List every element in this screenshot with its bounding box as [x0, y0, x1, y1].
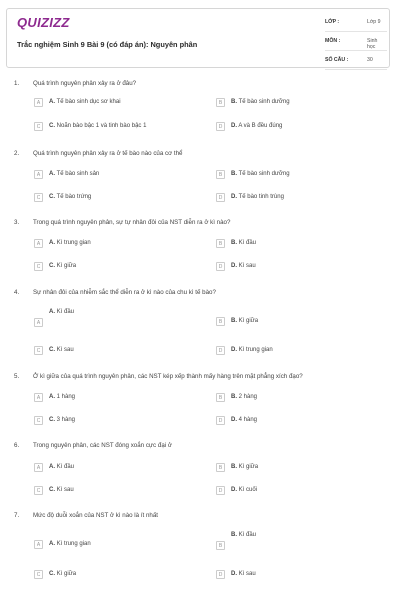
option-label: Kì đầu [56, 309, 75, 315]
option-letter-box: A [34, 98, 43, 107]
meta-question-count [325, 55, 387, 70]
option-key: A. [49, 541, 55, 547]
option-a[interactable] [34, 463, 214, 473]
question-number: 2. [14, 150, 20, 157]
option-key: C. [49, 347, 55, 353]
option-label: 1 hàng [56, 394, 76, 400]
option-text [49, 194, 91, 200]
option-d[interactable] [216, 570, 396, 580]
meta-class [325, 17, 387, 32]
option-text [231, 394, 257, 400]
meta-label: MÔN : [325, 38, 341, 44]
option-letter-box: B [216, 98, 225, 107]
option-letter-box: C [34, 193, 43, 202]
option-label: Kì trung gian [238, 347, 273, 353]
option-text [49, 99, 121, 105]
option-text [231, 263, 256, 269]
option-d[interactable] [216, 122, 396, 132]
option-key: C. [49, 571, 55, 577]
option-letter-box: C [34, 486, 43, 495]
page-title: Trắc nghiệm Sinh 9 Bài 9 (có đáp án): Nguyên phân [17, 40, 198, 49]
option-key: C. [49, 263, 55, 269]
option-text [231, 171, 290, 177]
question-text: Mức độ duỗi xoắn của NST ở kì nào là ít nhất [33, 512, 159, 519]
option-a[interactable] [34, 540, 214, 550]
option-a[interactable] [34, 170, 214, 180]
option-label: A và B đều đúng [238, 123, 283, 129]
option-c[interactable] [34, 416, 214, 426]
option-c[interactable] [34, 486, 214, 496]
option-text [49, 571, 76, 577]
option-text [49, 309, 74, 315]
question-text: Ở kì giữa của quá trình nguyên phân, các NST kép xếp thành mấy hàng trên mặt phẳng xích đạo? [33, 373, 303, 380]
option-text [231, 347, 273, 353]
meta-subject [325, 36, 387, 51]
option-letter-box: D [216, 346, 225, 355]
option-label: Kì đầu [238, 532, 257, 538]
option-label: Tế bào sinh dục sơ khai [56, 99, 121, 105]
option-d[interactable] [216, 262, 396, 272]
option-label: Kì giữa [238, 318, 259, 324]
option-letter-box: D [216, 122, 225, 131]
option-letter-box: D [216, 262, 225, 271]
option-text [231, 571, 256, 577]
option-text [49, 394, 75, 400]
option-label: Tế bào trứng [56, 194, 92, 200]
meta-value: Sinh học [367, 38, 378, 50]
option-text [231, 99, 290, 105]
option-label: Kì trung gian [56, 541, 91, 547]
option-text [49, 347, 74, 353]
option-key: B. [231, 171, 237, 177]
question-text: Trong nguyên phân, các NST đóng xoắn cực đại ở [33, 442, 172, 449]
option-text [231, 464, 258, 470]
option-key: A. [49, 464, 55, 470]
option-d[interactable] [216, 346, 396, 356]
option-key: B. [231, 464, 237, 470]
option-c[interactable] [34, 122, 214, 132]
option-a[interactable] [34, 98, 214, 108]
option-key: C. [49, 417, 55, 423]
option-label: 2 hàng [238, 394, 258, 400]
option-key: D. [231, 571, 237, 577]
option-label: Kì giữa [56, 571, 77, 577]
option-letter-box: B [216, 170, 225, 179]
option-label: Kì cuối [238, 487, 258, 493]
question-number: 4. [14, 289, 20, 296]
option-label: Tế bào sinh dưỡng [238, 171, 290, 177]
meta-label: LỚP : [325, 19, 340, 25]
option-letter-box: A [34, 318, 43, 327]
option-b[interactable] [216, 531, 396, 551]
option-label: Kì trung gian [56, 240, 91, 246]
option-c[interactable] [34, 570, 214, 580]
option-letter-box: C [34, 262, 43, 271]
option-letter-box: B [216, 239, 225, 248]
meta-label: SỐ CÂU : [325, 57, 349, 63]
question-text: Quá trình nguyên phân xảy ra ở tế bào nào của cơ thể [33, 150, 183, 157]
option-label: Kì sau [56, 347, 74, 353]
option-key: A. [49, 171, 55, 177]
option-label: Tế bào sinh sản [56, 171, 100, 177]
option-c[interactable] [34, 262, 214, 272]
question-number: 1. [14, 80, 20, 87]
option-letter-box: B [216, 317, 225, 326]
option-c[interactable] [34, 193, 214, 203]
meta-value: Lớp 9 [367, 19, 381, 25]
option-letter-box: D [216, 416, 225, 425]
option-label: Kì đầu [56, 464, 75, 470]
option-b[interactable] [216, 317, 396, 327]
option-a[interactable] [34, 393, 214, 403]
option-label: Kì giữa [238, 464, 259, 470]
option-text [231, 532, 256, 538]
option-label: Kì giữa [56, 263, 77, 269]
option-letter-box: A [34, 393, 43, 402]
quiz-header [6, 8, 390, 68]
option-text [49, 541, 91, 547]
option-key: A. [49, 309, 55, 315]
option-key: D. [231, 417, 237, 423]
option-label: 3 hàng [56, 417, 76, 423]
option-key: D. [231, 123, 237, 129]
option-text [231, 487, 257, 493]
question-text: Sự nhân đôi của nhiễm sắc thể diễn ra ở kì nào của chu kì tế bào? [33, 289, 216, 296]
option-key: C. [49, 194, 55, 200]
option-letter-box: D [216, 570, 225, 579]
option-label: Noãn bào bậc 1 và tinh bào bậc 1 [56, 123, 147, 129]
option-letter-box: B [216, 393, 225, 402]
option-label: Kì sau [238, 571, 256, 577]
option-text [49, 487, 74, 493]
option-text [231, 123, 282, 129]
option-key: A. [49, 394, 55, 400]
option-text [49, 417, 75, 423]
option-d[interactable] [216, 486, 396, 496]
option-text [49, 171, 99, 177]
option-letter-box: A [34, 239, 43, 248]
option-b[interactable] [216, 98, 396, 108]
option-b[interactable] [216, 170, 396, 180]
option-letter-box: A [34, 540, 43, 549]
option-c[interactable] [34, 346, 214, 356]
question-text: Trong quá trình nguyên phân, sự tự nhân đôi của NST diễn ra ở kì nào? [33, 219, 231, 226]
option-key: D. [231, 347, 237, 353]
question-number: 3. [14, 219, 20, 226]
option-label: Tế bào sinh dưỡng [238, 99, 290, 105]
option-key: B. [231, 532, 237, 538]
option-key: B. [231, 240, 237, 246]
option-letter-box: A [34, 463, 43, 472]
option-letter-box: D [216, 193, 225, 202]
option-label: 4 hàng [238, 417, 258, 423]
option-text [231, 417, 257, 423]
meta-value: 30 [367, 57, 373, 63]
option-key: A. [49, 99, 55, 105]
option-letter-box: B [216, 463, 225, 472]
option-letter-box: C [34, 346, 43, 355]
option-text [49, 240, 91, 246]
option-d[interactable] [216, 193, 396, 203]
option-label: Kì sau [56, 487, 74, 493]
option-letter-box: B [216, 541, 225, 550]
option-key: D. [231, 487, 237, 493]
option-text [49, 123, 146, 129]
option-letter-box: D [216, 486, 225, 495]
option-b[interactable] [216, 239, 396, 249]
option-d[interactable] [216, 416, 396, 426]
option-key: C. [49, 487, 55, 493]
option-a[interactable] [34, 239, 214, 249]
quizizz-logo: QUIZIZZ [17, 15, 70, 30]
option-key: A. [49, 240, 55, 246]
option-key: B. [231, 99, 237, 105]
option-key: C. [49, 123, 55, 129]
option-key: D. [231, 194, 237, 200]
option-key: B. [231, 318, 237, 324]
option-text [231, 318, 258, 324]
option-letter-box: C [34, 570, 43, 579]
question-number: 5. [14, 373, 20, 380]
option-letter-box: A [34, 170, 43, 179]
option-key: D. [231, 263, 237, 269]
option-key: B. [231, 394, 237, 400]
option-text [49, 263, 76, 269]
question-number: 6. [14, 442, 20, 449]
option-label: Kì sau [238, 263, 256, 269]
option-text [231, 240, 256, 246]
option-label: Kì đầu [238, 240, 257, 246]
quiz-meta [325, 17, 387, 74]
option-letter-box: C [34, 122, 43, 131]
option-b[interactable] [216, 393, 396, 403]
option-label: Tế bào tinh trùng [238, 194, 284, 200]
question-number: 7. [14, 512, 20, 519]
option-b[interactable] [216, 463, 396, 473]
question-text: Quá trình nguyên phân xảy ra ở đâu? [33, 80, 137, 87]
option-text [49, 464, 74, 470]
option-text [231, 194, 284, 200]
option-a[interactable] [34, 308, 214, 328]
option-letter-box: C [34, 416, 43, 425]
